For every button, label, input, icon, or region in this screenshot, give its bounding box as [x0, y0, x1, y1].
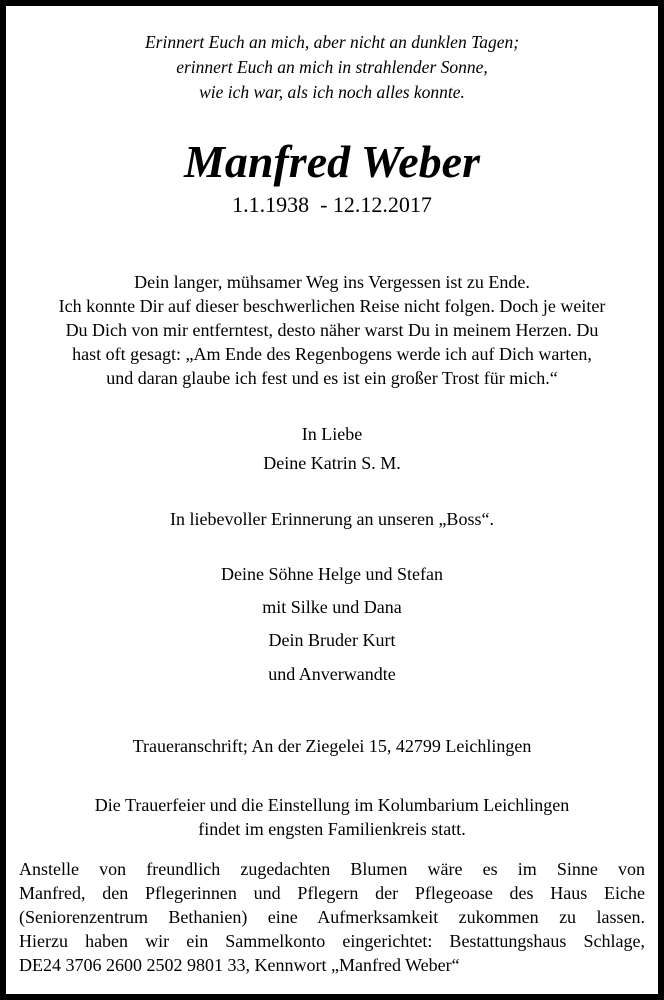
donation-line: Hierzu haben wir ein Sammelkonto eingerichtet: Bestattungshaus Schlage,	[19, 931, 645, 951]
memorial-poem	[6, 30, 658, 105]
ceremony-notice	[6, 793, 658, 841]
tribute-line: Du Dich von mir entferntest, desto näher warst Du in meinem Herzen. Du	[65, 320, 599, 340]
ceremony-line: Die Trauerfeier und die Einstellung im Kolumbarium Leichlingen	[94, 795, 570, 815]
mourning-address: Traueranschrift; An der Ziegelei 15, 42799 Leichlingen	[132, 736, 532, 756]
family-brother: Dein Bruder Kurt	[268, 630, 396, 650]
boss-remembrance: In liebevoller Erinnerung an unseren „Boss“.	[170, 509, 494, 529]
donation-line: Anstelle von freundlich zugedachten Blumen wäre es im Sinne von	[19, 859, 645, 879]
tribute-line: und daran glaube ich fest und es ist ein großer Trost für mich.“	[106, 368, 558, 388]
family-partners: mit Silke und Dana	[262, 597, 402, 617]
in-love-line: In Liebe	[301, 424, 363, 444]
partner-signature: Deine Katrin S. M.	[263, 453, 401, 473]
donation-account-line: DE24 3706 2600 2502 9801 33, Kennwort „Manfred Weber“	[19, 955, 460, 975]
tribute-line: hast oft gesagt: „Am Ende des Regenbogens werde ich auf Dich warten,	[72, 344, 592, 364]
tribute-line: Dein langer, mühsamer Weg ins Vergessen ist zu Ende.	[134, 272, 530, 292]
poem-line: wie ich war, als ich noch alles konnte.	[199, 82, 465, 102]
tribute-text	[6, 270, 658, 390]
family-relatives: und Anverwandte	[268, 664, 396, 684]
tribute-line: Ich konnte Dir auf dieser beschwerlichen Reise nicht folgen. Doch je weiter	[58, 296, 606, 316]
poem-line: erinnert Euch an mich in strahlender Sonne,	[176, 57, 488, 77]
deceased-name: Manfred Weber	[183, 136, 480, 187]
life-dates: 1.1.1938 - 12.12.2017	[232, 192, 432, 217]
donation-notice	[19, 857, 645, 977]
ceremony-line: findet im engsten Familienkreis statt.	[198, 819, 466, 839]
donation-line: (Seniorenzentrum Bethanien) eine Aufmerksamkeit zukommen zu lassen.	[19, 907, 645, 927]
family-sons: Deine Söhne Helge und Stefan	[221, 564, 443, 584]
donation-line: Manfred, den Pflegerinnen und Pflegern der Pflegeoase des Haus Eiche	[19, 883, 645, 903]
poem-line: Erinnert Euch an mich, aber nicht an dunklen Tagen;	[144, 32, 520, 52]
